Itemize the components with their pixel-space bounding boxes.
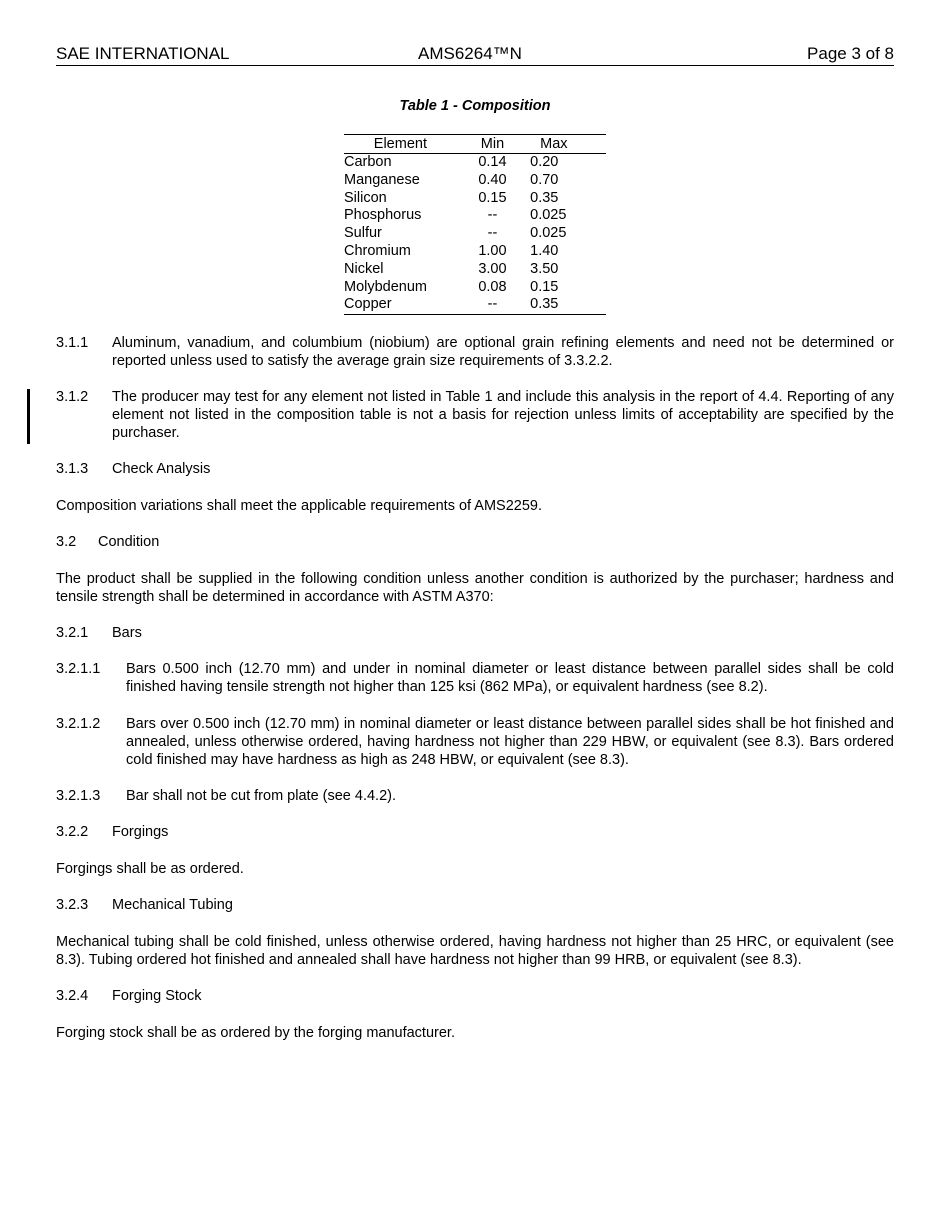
column-header-min: Min xyxy=(457,135,528,154)
section-number: 3.2.1.3 xyxy=(56,788,101,804)
composition-table xyxy=(344,134,606,315)
section-text: Bars over 0.500 inch (12.70 mm) in nominal diameter or least distance between parallel sides shall be hot finished and annealed, unless otherwise ordered, having hardness not higher than 229 HBW, or equivalent (see 8.3). Bars ordered cold finished may have hardness as high as 248 HBW, or equivalent (see 8.3). xyxy=(126,716,894,768)
section-3-2-1-heading xyxy=(56,624,894,642)
section-number: 3.2.3 xyxy=(56,897,89,913)
min-value: 3.00 xyxy=(478,260,507,277)
element-name: Copper xyxy=(344,296,457,314)
section-3-2-1-2 xyxy=(56,715,894,769)
table-row xyxy=(344,296,606,314)
table-row xyxy=(344,172,606,190)
min-value: 0.40 xyxy=(478,171,507,188)
max-value: 0.35 xyxy=(528,296,606,314)
section-title: Condition xyxy=(98,534,160,550)
section-3-1-2 xyxy=(56,388,894,442)
min-value: 0.14 xyxy=(478,154,507,170)
section-3-2-text: The product shall be supplied in the following condition unless another condition is authorized by the purchaser; hardness and tensile strength shall be determined in accordance with ASTM A370: xyxy=(56,571,894,605)
max-value: 0.20 xyxy=(530,154,559,170)
min-value: 0.15 xyxy=(478,189,507,206)
element-name: Sulfur xyxy=(344,225,382,242)
section-text: The producer may test for any element not listed in Table 1 and include this analysis in the report of 4.4. Reporting of any element not listed in the composition table is not a basis for rejection unless limits of acceptability are specified by the purchaser. xyxy=(112,389,894,441)
max-value: 0.15 xyxy=(530,278,559,295)
section-number: 3.1.2 xyxy=(56,389,89,405)
table-caption: Table 1 - Composition xyxy=(399,98,551,114)
page-header xyxy=(56,44,894,66)
max-value: 0.025 xyxy=(530,207,567,224)
table-row xyxy=(344,190,606,208)
section-number: 3.2.2 xyxy=(56,824,89,840)
section-3-2-4-heading xyxy=(56,987,894,1005)
element-name: Phosphorus xyxy=(344,207,422,224)
section-number: 3.2.4 xyxy=(56,988,89,1004)
column-header-element: Element xyxy=(344,135,457,154)
section-3-1-3-text: Composition variations shall meet the applicable requirements of AMS2259. xyxy=(56,498,543,514)
section-number: 3.2 xyxy=(56,534,77,550)
element-name: Manganese xyxy=(344,171,420,188)
section-number: 3.2.1 xyxy=(56,625,89,641)
section-3-2-1-3 xyxy=(56,787,894,805)
section-number: 3.2.1.1 xyxy=(56,661,101,677)
section-3-2-2-heading xyxy=(56,823,894,841)
min-value: -- xyxy=(487,225,498,242)
table-row xyxy=(344,154,606,172)
max-value: 0.35 xyxy=(530,189,559,206)
section-title: Bars xyxy=(112,625,142,641)
min-value: 1.00 xyxy=(478,242,507,259)
table-row xyxy=(344,279,606,297)
table-row xyxy=(344,207,606,225)
element-name: Silicon xyxy=(344,189,387,206)
section-3-2-3-heading xyxy=(56,896,894,914)
section-text: Bars 0.500 inch (12.70 mm) and under in nominal diameter or least distance between parallel sides shall be cold finished having tensile strength not higher than 125 ksi (862 MPa), or equivalent hardness (see 8.2). xyxy=(126,661,894,695)
element-name: Chromium xyxy=(344,242,411,259)
max-value: 0.025 xyxy=(530,225,567,242)
max-value: 1.40 xyxy=(530,242,559,259)
section-text: Bar shall not be cut from plate (see 4.4.2). xyxy=(126,788,396,804)
section-3-2-2-text: Forgings shall be as ordered. xyxy=(56,861,244,877)
page-number: Page 3 of 8 xyxy=(807,44,894,63)
section-3-2-heading xyxy=(56,533,894,551)
element-name: Molybdenum xyxy=(344,278,428,295)
section-number: 3.1.1 xyxy=(56,335,89,351)
max-value: 0.70 xyxy=(530,171,559,188)
min-value: 0.08 xyxy=(478,278,507,295)
section-3-2-3-text: Mechanical tubing shall be cold finished, unless otherwise ordered, having hardness not higher than 25 HRC, or equivalent (see 8.3). Tubing ordered hot finished and annealed shall have hardness not higher than 99 HRB, or equivalent (see 8.3). xyxy=(56,934,894,968)
table-row xyxy=(344,225,606,243)
section-title: Forging Stock xyxy=(112,988,202,1004)
section-3-2-1-1 xyxy=(56,660,894,696)
section-title: Forgings xyxy=(112,824,169,840)
section-3-2-4-text: Forging stock shall be as ordered by the forging manufacturer. xyxy=(56,1025,455,1041)
section-title: Check Analysis xyxy=(112,461,211,477)
section-3-1-3-heading xyxy=(56,460,894,478)
table-header-row xyxy=(344,135,606,154)
revision-change-bar xyxy=(27,389,30,444)
section-text: Aluminum, vanadium, and columbium (niobium) are optional grain refining elements and need not be determined or reported unless used to satisfy the average grain size requirements of 3.3.2.2. xyxy=(112,335,894,369)
element-name: Nickel xyxy=(344,260,384,277)
document-id: AMS6264™N xyxy=(418,44,522,63)
org-name: SAE INTERNATIONAL xyxy=(56,44,230,63)
section-title: Mechanical Tubing xyxy=(112,897,233,913)
table-row xyxy=(344,261,606,279)
element-name: Carbon xyxy=(344,154,392,170)
section-number: 3.2.1.2 xyxy=(56,716,101,732)
section-3-1-1 xyxy=(56,334,894,370)
table-row xyxy=(344,243,606,261)
min-value: -- xyxy=(457,296,528,314)
max-value: 3.50 xyxy=(530,260,559,277)
min-value: -- xyxy=(487,207,498,224)
column-header-max: Max xyxy=(528,135,606,154)
section-number: 3.1.3 xyxy=(56,461,89,477)
